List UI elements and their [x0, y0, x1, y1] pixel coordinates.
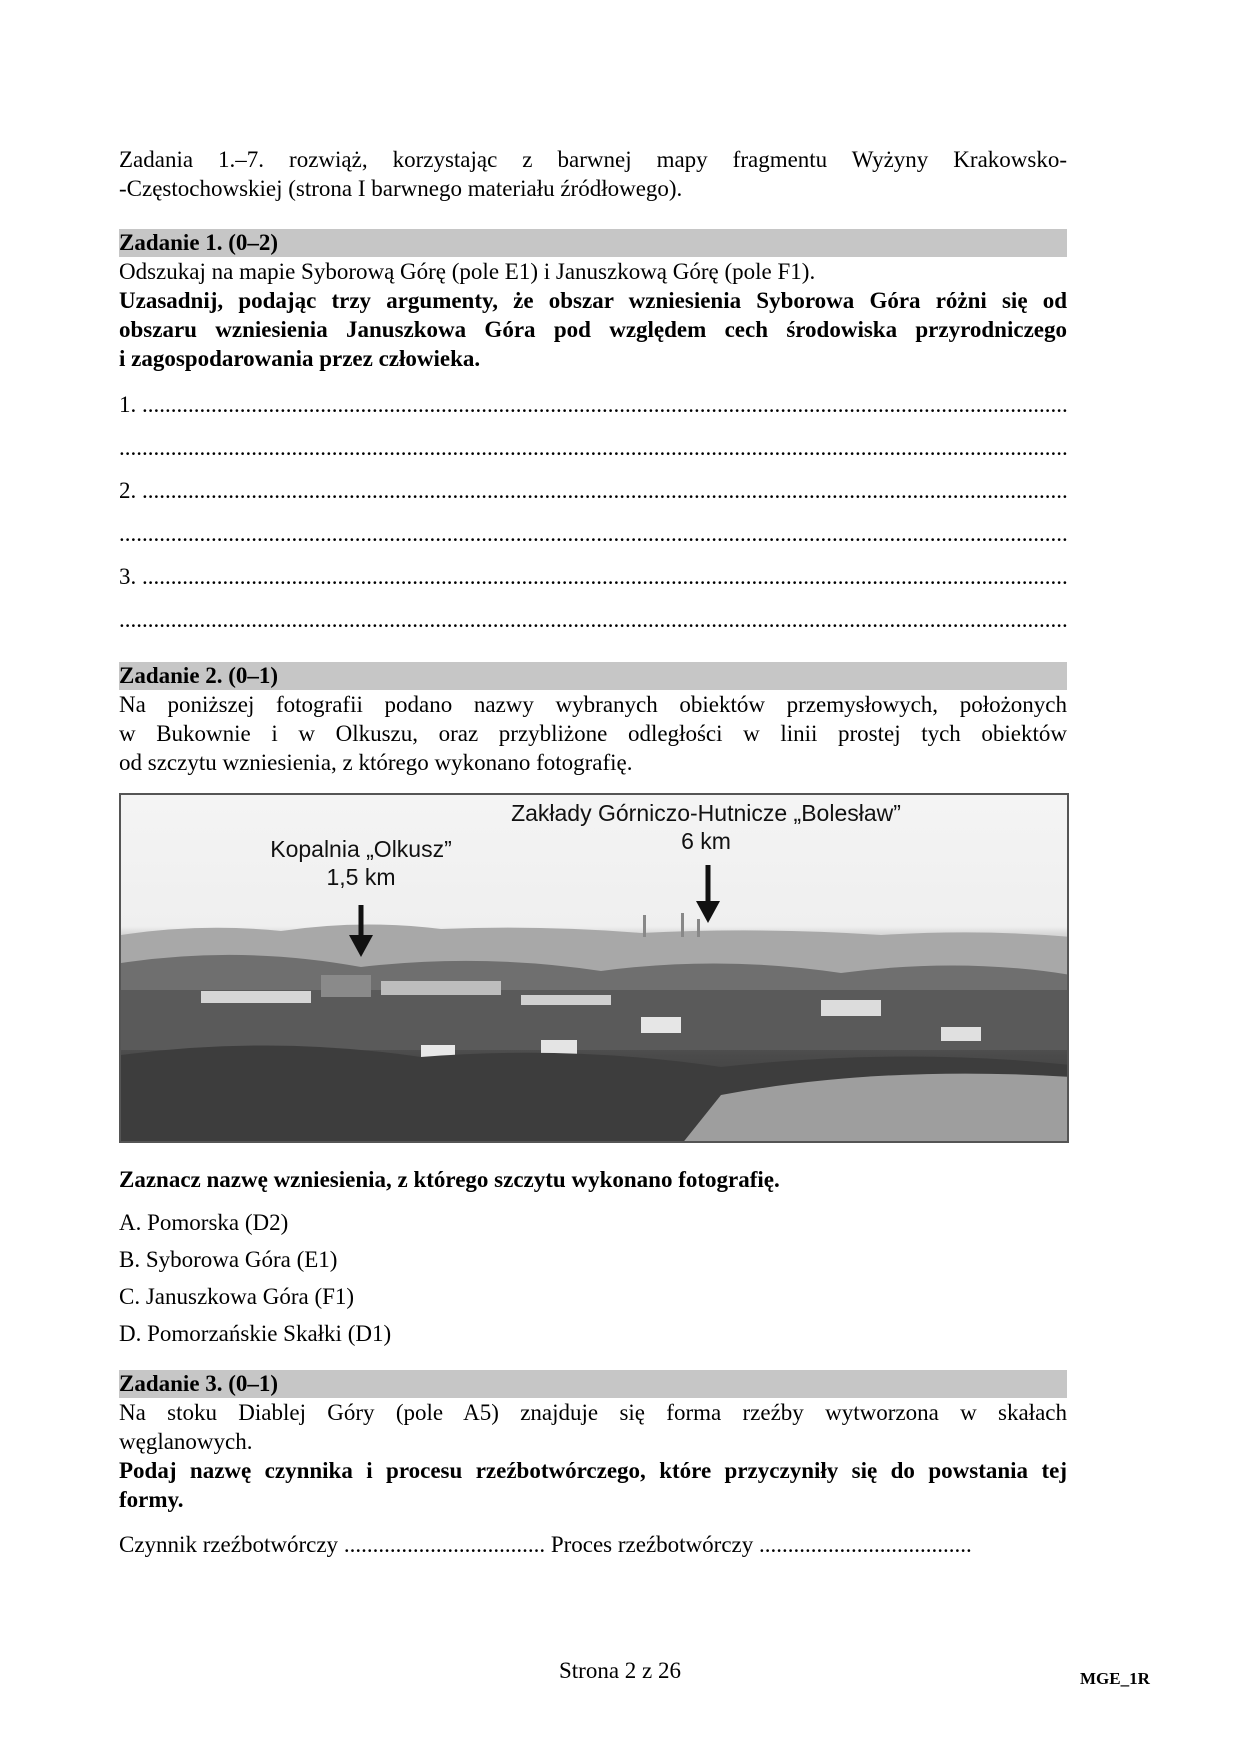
answer-number-3: 3. [119, 564, 137, 589]
page-number: Strona 2 z 26 [558, 1658, 681, 1683]
task2-command: Zaznacz nazwę wzniesienia, z którego szczytu wykonano fotografię. [119, 1167, 780, 1192]
task3-answer-line [119, 1530, 1067, 1559]
answer-line-3[interactable] [119, 562, 1067, 591]
label-olkusz-mine [241, 835, 481, 891]
answer-line-2b[interactable] [119, 519, 1067, 548]
answer-number-2: 2. [119, 478, 137, 503]
task1-text: Odszukaj na mapie Syborową Górę (pole E1) i Januszkową Górę (pole F1). [119, 259, 816, 284]
intro-line-2: -Częstochowskiej (strona I barwnego materiału źródłowego). [119, 176, 683, 201]
task1-command-line-1: Uzasadnij, podając trzy argumenty, że obszar wzniesienia Syborowa Góra różni się od [119, 288, 1067, 313]
answer-line-3b[interactable] [119, 605, 1067, 634]
intro-line-1: Zadania 1.–7. rozwiąż, korzystając z barwnej mapy fragmentu Wyżyny Krakowsko- [119, 147, 1067, 172]
label-boleslaw-name: Zakłady Górniczo-Hutnicze „Bolesław” [511, 800, 901, 826]
exam-code: MGE_1R [1080, 1669, 1150, 1688]
label-olkusz-distance: 1,5 km [326, 864, 396, 890]
label-boleslaw-plant [476, 799, 936, 855]
answer-line-2[interactable] [119, 476, 1067, 505]
task2-options [119, 1208, 1067, 1348]
answer-line-1[interactable] [119, 390, 1067, 419]
factor-label: Czynnik rzeźbotwórczy [119, 1532, 339, 1557]
option-b[interactable]: B. Syborowa Góra (E1) [119, 1247, 338, 1272]
task1-heading: Zadanie 1. (0–2) [119, 229, 1067, 257]
task3-line-1: Na stoku Diablej Góry (pole A5) znajduje się forma rzeźby wytworzona w skałach [119, 1400, 1067, 1425]
factor-answer-field[interactable]: ................................... [343, 1532, 546, 1557]
exam-page [119, 145, 1067, 1559]
task3-heading: Zadanie 3. (0–1) [119, 1370, 1067, 1398]
label-olkusz-name: Kopalnia „Olkusz” [270, 836, 452, 862]
task1-answer-area[interactable] [119, 390, 1067, 634]
label-boleslaw-distance: 6 km [681, 828, 731, 854]
task3-line-2: węglanowych. [119, 1429, 253, 1454]
task1-command-line-3: i zagospodarowania przez człowieka. [119, 346, 481, 371]
task3-command-line-2: formy. [119, 1487, 184, 1512]
answer-line-1b[interactable] [119, 433, 1067, 462]
option-a[interactable]: A. Pomorska (D2) [119, 1210, 289, 1235]
process-label: Proces rzeźbotwórczy [550, 1532, 754, 1557]
task2-heading: Zadanie 2. (0–1) [119, 662, 1067, 690]
process-answer-field[interactable]: ..................................... [759, 1532, 972, 1557]
task1-command-line-2: obszaru wzniesienia Januszkowa Góra pod względem cech środowiska przyrodniczego [119, 317, 1067, 342]
option-c[interactable]: C. Januszkowa Góra (F1) [119, 1284, 355, 1309]
answer-number-1: 1. [119, 392, 137, 417]
task2-line-2: w Bukownie i w Olkuszu, oraz przybliżone odległości w linii prostej tych obiektów [119, 721, 1067, 746]
task2-line-3: od szczytu wzniesienia, z którego wykonano fotografię. [119, 750, 633, 775]
option-d[interactable]: D. Pomorzańskie Skałki (D1) [119, 1321, 392, 1346]
task2-line-1: Na poniższej fotografii podano nazwy wybranych obiektów przemysłowych, położonych [119, 692, 1067, 717]
landscape-photo [119, 793, 1069, 1143]
task3-command-line-1: Podaj nazwę czynnika i procesu rzeźbotwórczego, które przyczyniły się do powstania tej [119, 1458, 1067, 1483]
